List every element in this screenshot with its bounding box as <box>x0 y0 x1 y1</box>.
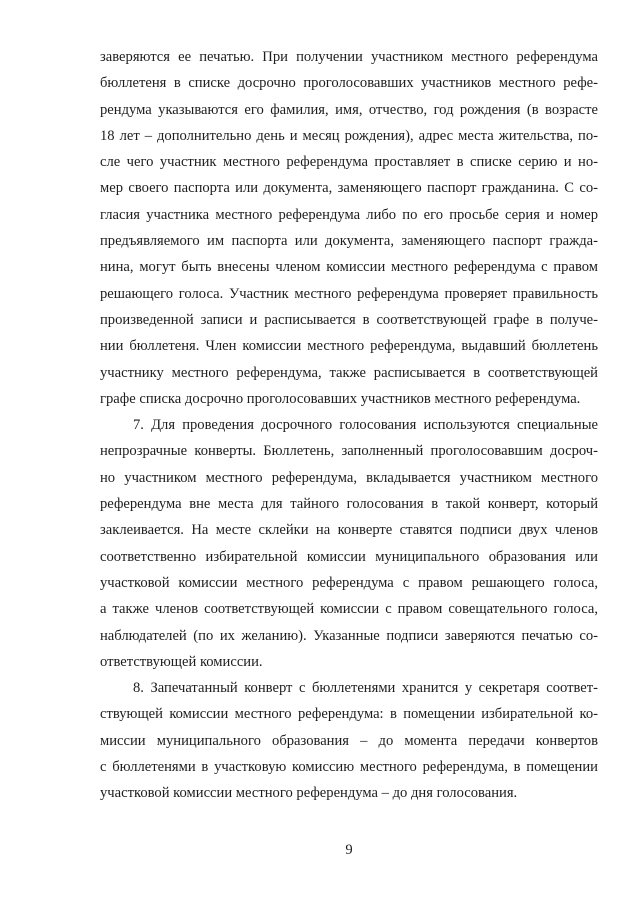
text-line: ствующей комиссии местного референдума: в помещении избирательной ко- <box>100 706 598 723</box>
text-line: 7. Для проведения досрочного голосования используются специальные <box>133 417 598 434</box>
text-line: произведенной записи и расписывается в соответствующей графе в получе- <box>100 311 598 328</box>
text-line: рендума указываются его фамилия, имя, отчество, год рождения (в возрасте <box>100 101 598 118</box>
paragraph-1 <box>100 44 598 412</box>
page-footer <box>100 840 598 860</box>
text-line: нии бюллетеня. Член комиссии местного референдума, выдавший бюллетень <box>100 338 598 355</box>
text-line: графе списка досрочно проголосовавших участников местного референдума. <box>100 390 581 407</box>
document-body <box>100 44 598 807</box>
text-line: 8. Запечатанный конверт с бюллетенями хранится у секретаря соответ- <box>133 680 598 697</box>
text-line: а также членов соответствующей комиссии с правом совещательного голоса, <box>100 601 598 618</box>
text-line: но участником местного референдума, вкладывается участником местного <box>100 469 598 486</box>
text-line: участковой комиссии местного референдума с правом решающего голоса, <box>100 574 598 591</box>
paragraph-2 <box>100 412 598 675</box>
text-line: заверяются ее печатью. При получении участником местного референдума <box>100 49 598 65</box>
page-number: 9 <box>345 842 353 858</box>
text-line: нина, могут быть внесены членом комиссии местного референдума с правом <box>100 259 598 276</box>
text-line: бюллетеня в списке досрочно проголосовавших участников местного рефе- <box>100 75 598 92</box>
paragraph-3 <box>100 675 598 806</box>
text-line: миссии муниципального образования – до момента передачи конвертов <box>100 732 598 749</box>
text-line: решающего голоса. Участник местного референдума проверяет правильность <box>100 285 598 302</box>
text-line: предъявляемого им паспорта или документа, заменяющего паспорт гражда- <box>100 233 598 250</box>
text-line: соответственно избирательной комиссии муниципального образования или <box>100 548 598 565</box>
text-line: участковой комиссии местного референдума – до дня голосования. <box>100 785 518 802</box>
text-line: мер своего паспорта или документа, заменяющего паспорт гражданина. С со- <box>100 180 598 197</box>
text-line: референдума вне места для тайного голосования в такой конверт, который <box>100 496 598 513</box>
text-line: гласия участника местного референдума либо по его просьбе серия и номер <box>100 206 598 223</box>
text-line: 18 лет – дополнительно день и месяц рождения), адрес места жительства, по- <box>100 127 598 144</box>
text-line: ответствующей комиссии. <box>100 653 263 670</box>
text-line: участнику местного референдума, также расписывается в соответствующей <box>100 364 598 381</box>
text-line: непрозрачные конверты. Бюллетень, заполненный проголосовавшим досроч- <box>100 443 598 460</box>
text-line: заклеивается. На месте склейки на конверте ставятся подписи двух членов <box>100 522 598 539</box>
text-line: с бюллетенями в участковую комиссию местного референдума, в помещении <box>100 759 598 776</box>
text-line: наблюдателей (по их желанию). Указанные подписи заверяются печатью со- <box>100 627 598 644</box>
text-line: сле чего участник местного референдума проставляет в списке серию и но- <box>100 154 598 171</box>
